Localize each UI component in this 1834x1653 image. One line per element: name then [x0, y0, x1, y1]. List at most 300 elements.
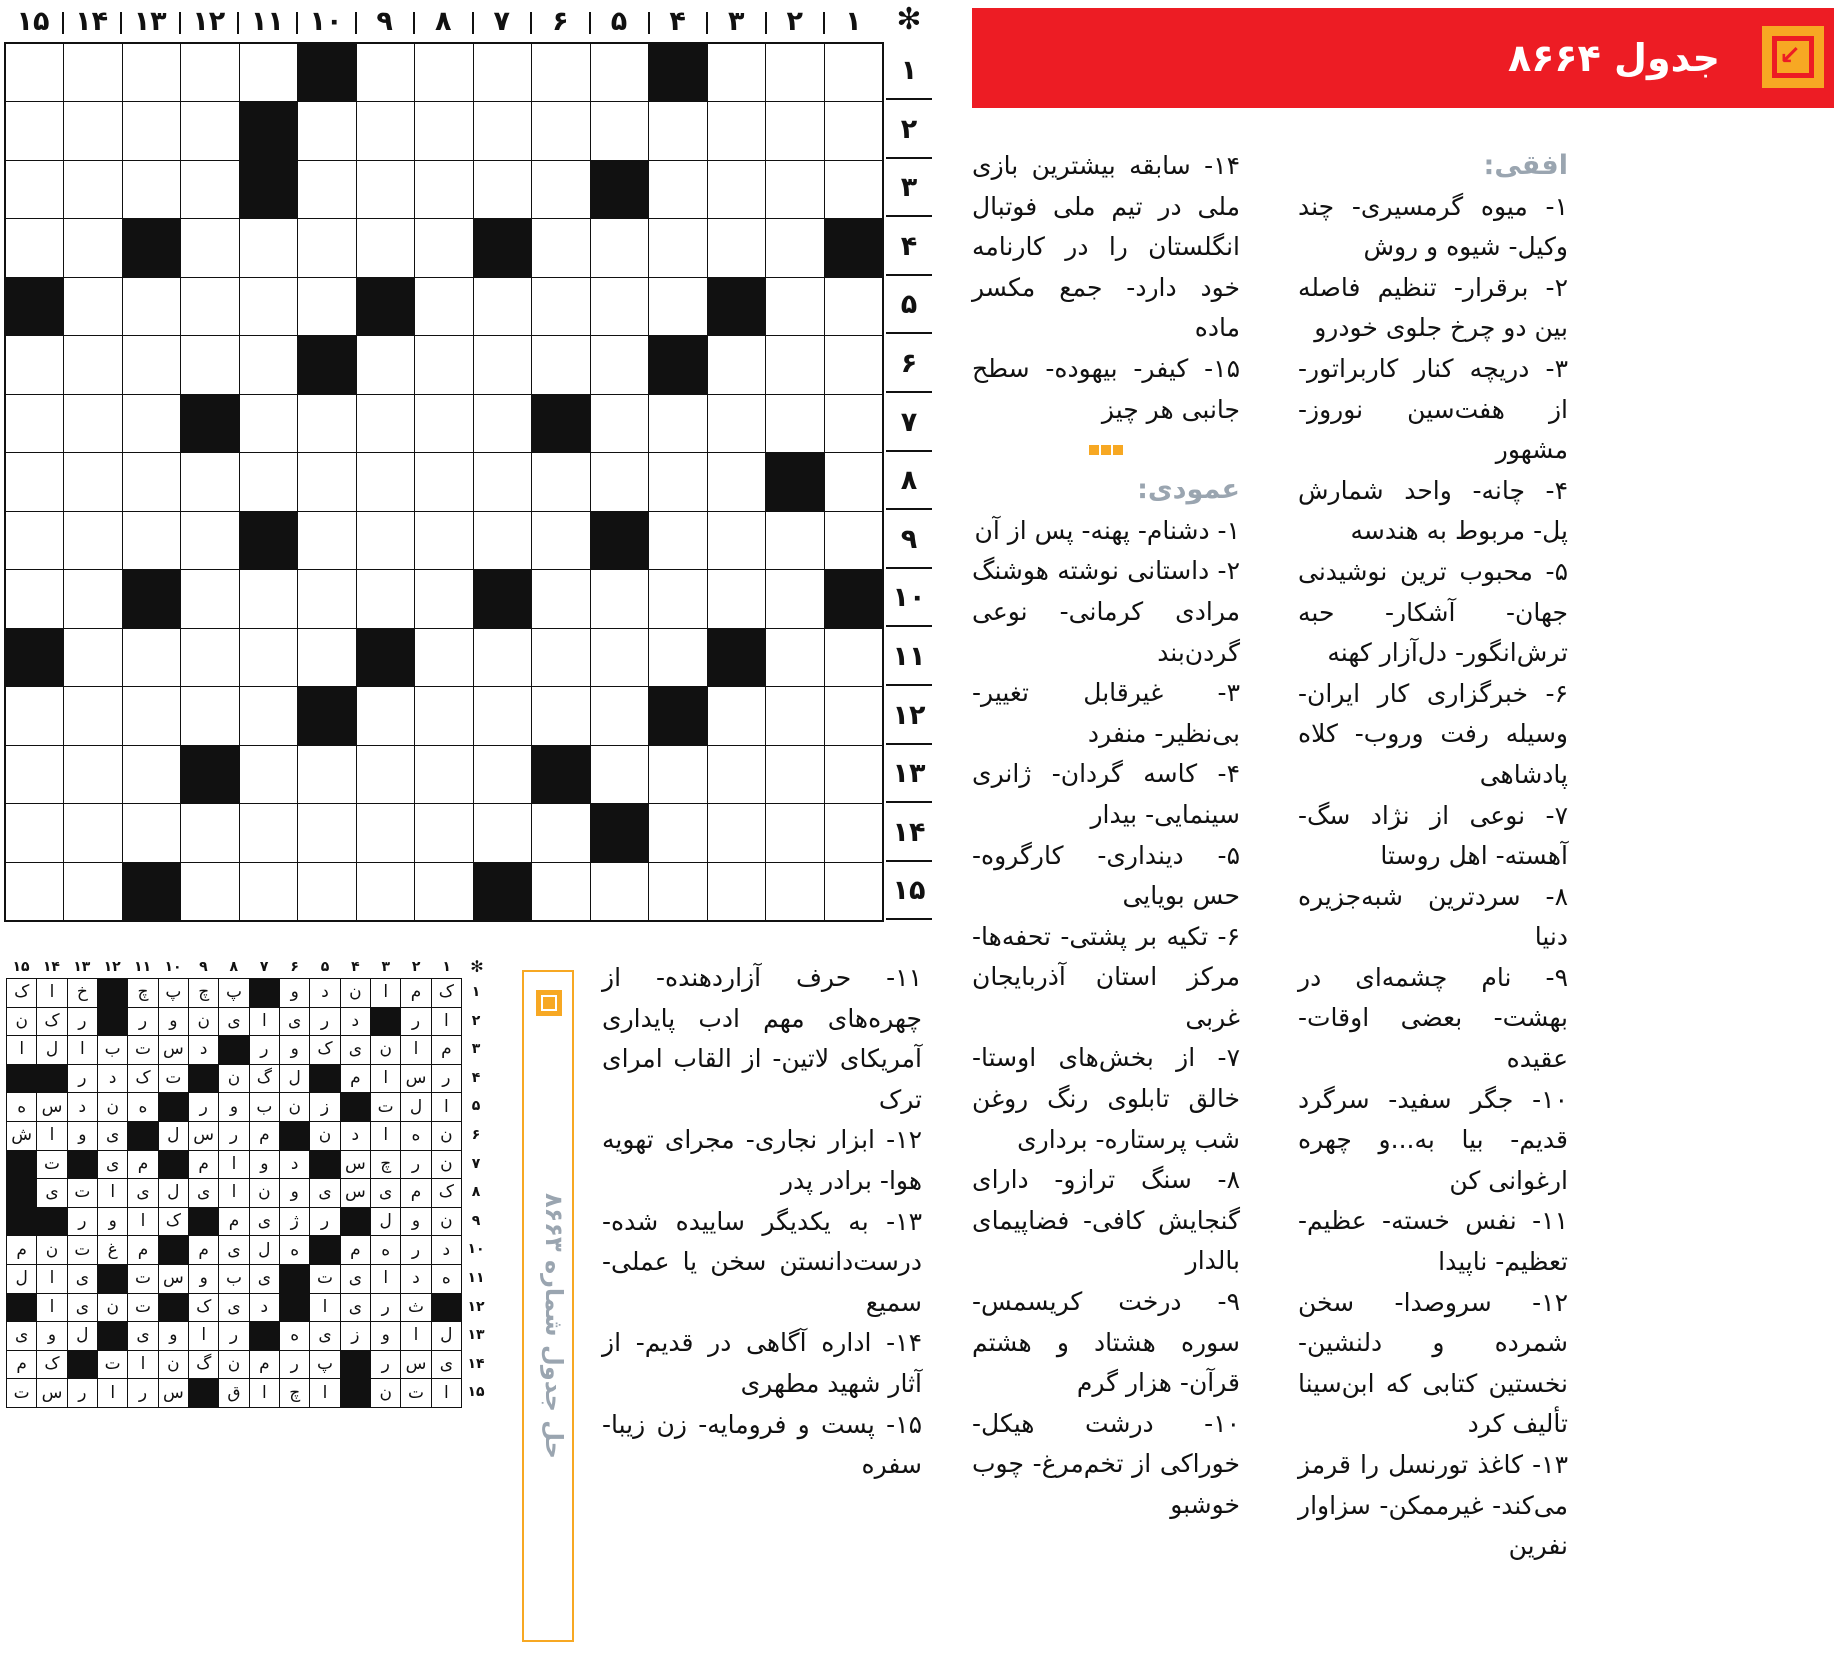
grid-cell[interactable] — [825, 863, 882, 920]
grid-cell[interactable] — [64, 746, 121, 803]
grid-cell[interactable] — [474, 629, 531, 686]
solution-row-number: ۳ — [471, 1041, 481, 1058]
grid-cell[interactable] — [766, 161, 823, 218]
solution-row-number: ۴ — [471, 1069, 481, 1086]
grid-cell[interactable] — [708, 746, 765, 803]
grid-cell[interactable] — [240, 746, 297, 803]
black-cell — [825, 570, 882, 627]
solution-cell: ی — [68, 1294, 97, 1322]
grid-cell[interactable] — [6, 687, 63, 744]
solution-black-cell — [280, 1294, 309, 1322]
grid-cell[interactable] — [708, 44, 765, 101]
grid-cell[interactable] — [181, 629, 238, 686]
grid-cell[interactable] — [415, 512, 472, 569]
solution-cell: ر — [432, 1065, 461, 1093]
grid-cell[interactable] — [64, 804, 121, 861]
grid-cell[interactable] — [415, 687, 472, 744]
solution-black-cell — [37, 1208, 66, 1236]
solution-cell: س — [341, 1179, 370, 1207]
grid-cell[interactable] — [474, 687, 531, 744]
grid-cell[interactable] — [532, 161, 589, 218]
solution-cell: ل — [250, 1236, 279, 1264]
grid-cell[interactable] — [708, 512, 765, 569]
grid-cell[interactable] — [415, 278, 472, 335]
grid-cell[interactable] — [64, 570, 121, 627]
grid-cell[interactable] — [357, 570, 414, 627]
across-clue: ۲- برقرار- تنظیم فاصله بین دو چرخ جلوی خودرو — [1298, 272, 1568, 343]
grid-cell[interactable] — [825, 102, 882, 159]
grid-cell[interactable] — [532, 804, 589, 861]
across-clue: ۳- دریچه کنار کاربراتور- از هفت‌سین نوروز- مشهور — [1298, 353, 1568, 465]
solution-column-number: ۱۴ — [42, 959, 60, 975]
grid-cell[interactable] — [591, 395, 648, 452]
grid-cell[interactable] — [825, 629, 882, 686]
solution-cell: ا — [432, 1008, 461, 1036]
row-number: ۱۵ — [886, 862, 932, 920]
grid-cell[interactable] — [766, 804, 823, 861]
solution-cell: ن — [371, 1379, 400, 1407]
black-cell — [181, 395, 238, 452]
grid-cell[interactable] — [825, 278, 882, 335]
grid-cell[interactable] — [415, 804, 472, 861]
grid-cell[interactable] — [532, 570, 589, 627]
solution-cell: پ — [159, 979, 188, 1007]
grid-cell[interactable] — [649, 219, 706, 276]
grid-cell[interactable] — [298, 278, 355, 335]
grid-cell[interactable] — [766, 395, 823, 452]
solution-cell: ن — [371, 1036, 400, 1064]
grid-cell[interactable] — [64, 395, 121, 452]
grid-cell[interactable] — [415, 161, 472, 218]
solution-cell: ت — [7, 1379, 36, 1407]
solution-black-cell — [159, 1093, 188, 1121]
grid-cell[interactable] — [181, 44, 238, 101]
grid-cell[interactable] — [591, 336, 648, 393]
grid-cell[interactable] — [181, 453, 238, 510]
grid-cell[interactable] — [532, 512, 589, 569]
grid-cell[interactable] — [240, 395, 297, 452]
grid-cell[interactable] — [649, 570, 706, 627]
grid-cell[interactable] — [181, 102, 238, 159]
grid-cell[interactable] — [532, 278, 589, 335]
grid-cell[interactable] — [357, 219, 414, 276]
solution-black-cell — [98, 1322, 127, 1350]
solution-black-cell — [341, 1208, 370, 1236]
solution-cell: ا — [128, 1351, 157, 1379]
solution-black-cell — [159, 1236, 188, 1264]
grid-cell[interactable] — [6, 395, 63, 452]
solution-cell: ک — [432, 1179, 461, 1207]
grid-cell[interactable] — [766, 570, 823, 627]
grid-cell[interactable] — [181, 804, 238, 861]
column-number: ۶ — [552, 6, 569, 37]
grid-cell[interactable] — [123, 278, 180, 335]
grid-cell[interactable] — [474, 395, 531, 452]
grid-cell[interactable] — [298, 161, 355, 218]
grid-cell[interactable] — [591, 278, 648, 335]
grid-cell[interactable] — [591, 570, 648, 627]
solution-cell: ی — [128, 1322, 157, 1350]
solution-cell: ک — [159, 1208, 188, 1236]
black-cell — [649, 687, 706, 744]
grid-cell[interactable] — [6, 453, 63, 510]
grid-cell[interactable] — [240, 570, 297, 627]
grid-cell[interactable] — [357, 804, 414, 861]
grid-cell[interactable] — [766, 687, 823, 744]
title-bar — [972, 8, 1834, 108]
grid-cell[interactable] — [649, 804, 706, 861]
grid-cell[interactable] — [123, 44, 180, 101]
grid-cell[interactable] — [649, 278, 706, 335]
solution-cell: ت — [37, 1151, 66, 1179]
grid-cell[interactable] — [708, 453, 765, 510]
grid-cell[interactable] — [64, 629, 121, 686]
grid-cell[interactable] — [240, 687, 297, 744]
solution-cell: م — [401, 1179, 430, 1207]
grid-cell[interactable] — [825, 44, 882, 101]
grid-cell[interactable] — [708, 395, 765, 452]
grid-cell[interactable] — [766, 219, 823, 276]
solution-row-number: ۱ — [471, 984, 481, 1000]
grid-cell[interactable] — [415, 336, 472, 393]
solution-cell: ی — [341, 1265, 370, 1293]
down-clue: ۵- دینداری- کارگروه- حس بویایی — [972, 840, 1240, 911]
solution-cell: خ — [68, 979, 97, 1007]
grid-cell[interactable] — [357, 512, 414, 569]
grid-cell[interactable] — [64, 336, 121, 393]
solution-cell: ی — [341, 1036, 370, 1064]
solution-cell: ث — [401, 1294, 430, 1322]
row-number: ۱۴ — [886, 804, 932, 862]
black-cell — [766, 453, 823, 510]
grid-cell[interactable] — [6, 219, 63, 276]
corner-arrow-icon: ↙ — [1762, 26, 1824, 88]
grid-cell[interactable] — [766, 863, 823, 920]
solution-cell: ن — [159, 1351, 188, 1379]
grid-cell[interactable] — [532, 687, 589, 744]
grid-cell[interactable] — [532, 219, 589, 276]
grid-cell[interactable] — [474, 746, 531, 803]
grid-cell[interactable] — [766, 512, 823, 569]
solution-black-cell — [250, 1322, 279, 1350]
grid-cell[interactable] — [6, 570, 63, 627]
solution-cell: ن — [98, 1093, 127, 1121]
grid-cell[interactable] — [298, 570, 355, 627]
grid-cell[interactable] — [708, 570, 765, 627]
solution-cell: ل — [7, 1265, 36, 1293]
grid-cell[interactable] — [240, 804, 297, 861]
grid-cell[interactable] — [298, 746, 355, 803]
down-clue: ۸- سنگ ترازو- دارای گنجایش کافی- فضاپیمای بالدار — [972, 1165, 1240, 1276]
grid-cell[interactable] — [474, 804, 531, 861]
grid-cell[interactable] — [6, 161, 63, 218]
down-heading: عمودی: — [1137, 474, 1240, 506]
grid-cell[interactable] — [766, 44, 823, 101]
grid-cell[interactable] — [64, 44, 121, 101]
grid-cell[interactable] — [357, 161, 414, 218]
grid-cell[interactable] — [532, 453, 589, 510]
across-clue: ۱- میوه گرمسیری- چند وکیل- شیوه و روش — [1298, 191, 1568, 262]
grid-cell[interactable] — [415, 395, 472, 452]
grid-cell[interactable] — [474, 102, 531, 159]
grid-cell[interactable] — [591, 863, 648, 920]
grid-cell[interactable] — [123, 453, 180, 510]
grid-cell[interactable] — [591, 746, 648, 803]
grid-cell[interactable] — [6, 804, 63, 861]
solution-cell: ی — [219, 1236, 248, 1264]
grid-cell[interactable] — [415, 219, 472, 276]
grid-cell[interactable] — [64, 219, 121, 276]
grid-cell[interactable] — [649, 453, 706, 510]
grid-cell[interactable] — [123, 687, 180, 744]
grid-cell[interactable] — [64, 453, 121, 510]
grid-cell[interactable] — [825, 687, 882, 744]
grid-cell[interactable] — [415, 102, 472, 159]
grid-cell[interactable] — [708, 219, 765, 276]
grid-cell[interactable] — [357, 687, 414, 744]
solution-cell: ا — [371, 1065, 400, 1093]
grid-cell[interactable] — [298, 804, 355, 861]
grid-cell[interactable] — [181, 219, 238, 276]
grid-cell[interactable] — [415, 863, 472, 920]
grid-cell[interactable] — [825, 336, 882, 393]
grid-cell[interactable] — [298, 863, 355, 920]
grid-cell[interactable] — [532, 44, 589, 101]
grid-cell[interactable] — [298, 629, 355, 686]
solution-cell: ا — [250, 1008, 279, 1036]
solution-cell: و — [371, 1322, 400, 1350]
solution-cell: ر — [128, 1008, 157, 1036]
grid-cell[interactable] — [766, 278, 823, 335]
grid-cell[interactable] — [64, 161, 121, 218]
grid-cell[interactable] — [298, 102, 355, 159]
solution-column-number: ۸ — [229, 959, 239, 975]
grid-cell[interactable] — [123, 395, 180, 452]
grid-cell[interactable] — [298, 453, 355, 510]
solution-cell: ت — [128, 1036, 157, 1064]
grid-cell[interactable] — [240, 336, 297, 393]
grid-cell[interactable] — [240, 863, 297, 920]
solution-cell: د — [189, 1036, 218, 1064]
solution-cell: م — [250, 1351, 279, 1379]
grid-cell[interactable] — [474, 512, 531, 569]
black-cell — [532, 395, 589, 452]
grid-cell[interactable] — [298, 219, 355, 276]
solution-cell: ر — [68, 1008, 97, 1036]
grid-cell[interactable] — [591, 44, 648, 101]
grid-cell[interactable] — [64, 863, 121, 920]
grid-cell[interactable] — [591, 629, 648, 686]
grid-cell[interactable] — [766, 629, 823, 686]
grid-cell[interactable] — [649, 102, 706, 159]
grid-cell[interactable] — [649, 161, 706, 218]
grid-cell[interactable] — [708, 687, 765, 744]
solution-cell: ا — [7, 1036, 36, 1064]
black-cell — [649, 336, 706, 393]
solution-cell: و — [401, 1208, 430, 1236]
solution-cell: چ — [128, 979, 157, 1007]
grid-cell[interactable] — [64, 102, 121, 159]
solution-cell: ر — [250, 1036, 279, 1064]
grid-cell[interactable] — [474, 44, 531, 101]
grid-cell[interactable] — [240, 453, 297, 510]
solution-cell: و — [280, 1179, 309, 1207]
solution-black-cell — [7, 1151, 36, 1179]
grid-cell[interactable] — [649, 863, 706, 920]
solution-cell: ر — [189, 1093, 218, 1121]
solution-cell: غ — [98, 1236, 127, 1264]
grid-cell[interactable] — [825, 804, 882, 861]
solution-star-icon: ✻ — [470, 957, 484, 976]
grid-cell[interactable] — [591, 453, 648, 510]
grid-cell[interactable] — [240, 278, 297, 335]
black-cell — [825, 219, 882, 276]
grid-cell[interactable] — [181, 863, 238, 920]
grid-cell[interactable] — [415, 453, 472, 510]
solution-cell: ت — [128, 1265, 157, 1293]
grid-cell[interactable] — [357, 863, 414, 920]
grid-cell[interactable] — [474, 278, 531, 335]
grid-cell[interactable] — [240, 219, 297, 276]
solution-black-cell — [7, 1065, 36, 1093]
grid-cell[interactable] — [357, 453, 414, 510]
grid-cell[interactable] — [6, 863, 63, 920]
grid-cell[interactable] — [298, 395, 355, 452]
solution-cell: ن — [219, 1065, 248, 1093]
grid-cell[interactable] — [181, 278, 238, 335]
column-number: ۱۳ — [133, 6, 167, 37]
grid-cell[interactable] — [123, 161, 180, 218]
grid-cell[interactable] — [6, 44, 63, 101]
grid-cell[interactable] — [474, 161, 531, 218]
solution-column-number: ۶ — [290, 959, 299, 975]
grid-cell[interactable] — [591, 687, 648, 744]
solution-cell: س — [37, 1379, 66, 1407]
solution-cell: و — [280, 979, 309, 1007]
grid-cell[interactable] — [6, 512, 63, 569]
black-cell — [298, 687, 355, 744]
solution-cell: ت — [98, 1351, 127, 1379]
grid-cell[interactable] — [357, 336, 414, 393]
grid-cell[interactable] — [825, 512, 882, 569]
grid-cell[interactable] — [240, 629, 297, 686]
solution-cell: ا — [219, 1151, 248, 1179]
solution-cell: ی — [432, 1351, 461, 1379]
solution-column-number: ۳ — [381, 959, 391, 975]
grid-cell[interactable] — [6, 102, 63, 159]
black-cell — [298, 44, 355, 101]
solution-cell: ر — [280, 1351, 309, 1379]
grid-cell[interactable] — [123, 102, 180, 159]
grid-cell[interactable] — [415, 570, 472, 627]
solution-cell: و — [159, 1008, 188, 1036]
grid-cell[interactable] — [181, 570, 238, 627]
grid-cell[interactable] — [766, 746, 823, 803]
grid-cell[interactable] — [357, 44, 414, 101]
grid-cell[interactable] — [181, 687, 238, 744]
grid-cell[interactable] — [708, 102, 765, 159]
grid-cell[interactable] — [6, 336, 63, 393]
solution-cell: م — [128, 1151, 157, 1179]
solution-cell: ر — [371, 1351, 400, 1379]
solution-cell: م — [250, 1122, 279, 1150]
grid-cell[interactable] — [708, 161, 765, 218]
grid-cell[interactable] — [825, 161, 882, 218]
grid-cell[interactable] — [649, 395, 706, 452]
grid-cell[interactable] — [415, 629, 472, 686]
grid-cell[interactable] — [123, 629, 180, 686]
black-cell — [181, 746, 238, 803]
grid-cell[interactable] — [357, 102, 414, 159]
grid-cell[interactable] — [649, 629, 706, 686]
crossword-grid[interactable] — [4, 42, 884, 922]
solution-cell: ا — [401, 1322, 430, 1350]
grid-cell[interactable] — [708, 336, 765, 393]
grid-cell[interactable] — [766, 102, 823, 159]
solution-black-cell — [189, 1065, 218, 1093]
black-cell — [6, 629, 63, 686]
down-clue: ۹- درخت کریسمس- سوره هشتاد و هشتم قرآن- هزار گرم — [972, 1287, 1240, 1398]
grid-cell[interactable] — [6, 746, 63, 803]
grid-cell[interactable] — [64, 512, 121, 569]
grid-cell[interactable] — [181, 161, 238, 218]
grid-cell[interactable] — [532, 102, 589, 159]
grid-cell[interactable] — [766, 336, 823, 393]
grid-cell[interactable] — [415, 44, 472, 101]
grid-cell[interactable] — [415, 746, 472, 803]
solution-row-header — [464, 978, 490, 1408]
grid-cell[interactable] — [357, 395, 414, 452]
grid-cell[interactable] — [649, 512, 706, 569]
grid-cell[interactable] — [64, 687, 121, 744]
grid-cell[interactable] — [181, 336, 238, 393]
solution-cell: س — [401, 1351, 430, 1379]
across-clue: ۸- سردترین شبه‌جزیره دنیا — [1298, 881, 1568, 952]
solution-row-number: ۷ — [471, 1155, 481, 1172]
grid-cell[interactable] — [825, 453, 882, 510]
grid-cell[interactable] — [298, 512, 355, 569]
grid-cell[interactable] — [825, 746, 882, 803]
grid-cell[interactable] — [181, 512, 238, 569]
solution-black-cell — [98, 1008, 127, 1036]
grid-cell[interactable] — [591, 219, 648, 276]
grid-cell[interactable] — [357, 746, 414, 803]
solution-cell: ک — [37, 1351, 66, 1379]
grid-cell[interactable] — [532, 336, 589, 393]
grid-cell[interactable] — [591, 102, 648, 159]
solution-cell: م — [341, 1236, 370, 1264]
grid-cell[interactable] — [825, 395, 882, 452]
solution-cell: ل — [159, 1179, 188, 1207]
grid-cell[interactable] — [708, 863, 765, 920]
grid-cell[interactable] — [708, 804, 765, 861]
black-cell — [708, 629, 765, 686]
grid-cell[interactable] — [532, 629, 589, 686]
grid-cell[interactable] — [649, 746, 706, 803]
grid-cell[interactable] — [474, 453, 531, 510]
grid-cell[interactable] — [532, 863, 589, 920]
grid-cell[interactable] — [64, 278, 121, 335]
grid-cell[interactable] — [123, 512, 180, 569]
solution-row-number: ۱۲ — [467, 1298, 485, 1315]
grid-cell[interactable] — [474, 336, 531, 393]
solution-cell: ا — [37, 1122, 66, 1150]
grid-cell[interactable] — [123, 804, 180, 861]
grid-cell[interactable] — [123, 746, 180, 803]
grid-cell[interactable] — [123, 336, 180, 393]
solution-cell: ا — [250, 1379, 279, 1407]
grid-cell[interactable] — [240, 44, 297, 101]
